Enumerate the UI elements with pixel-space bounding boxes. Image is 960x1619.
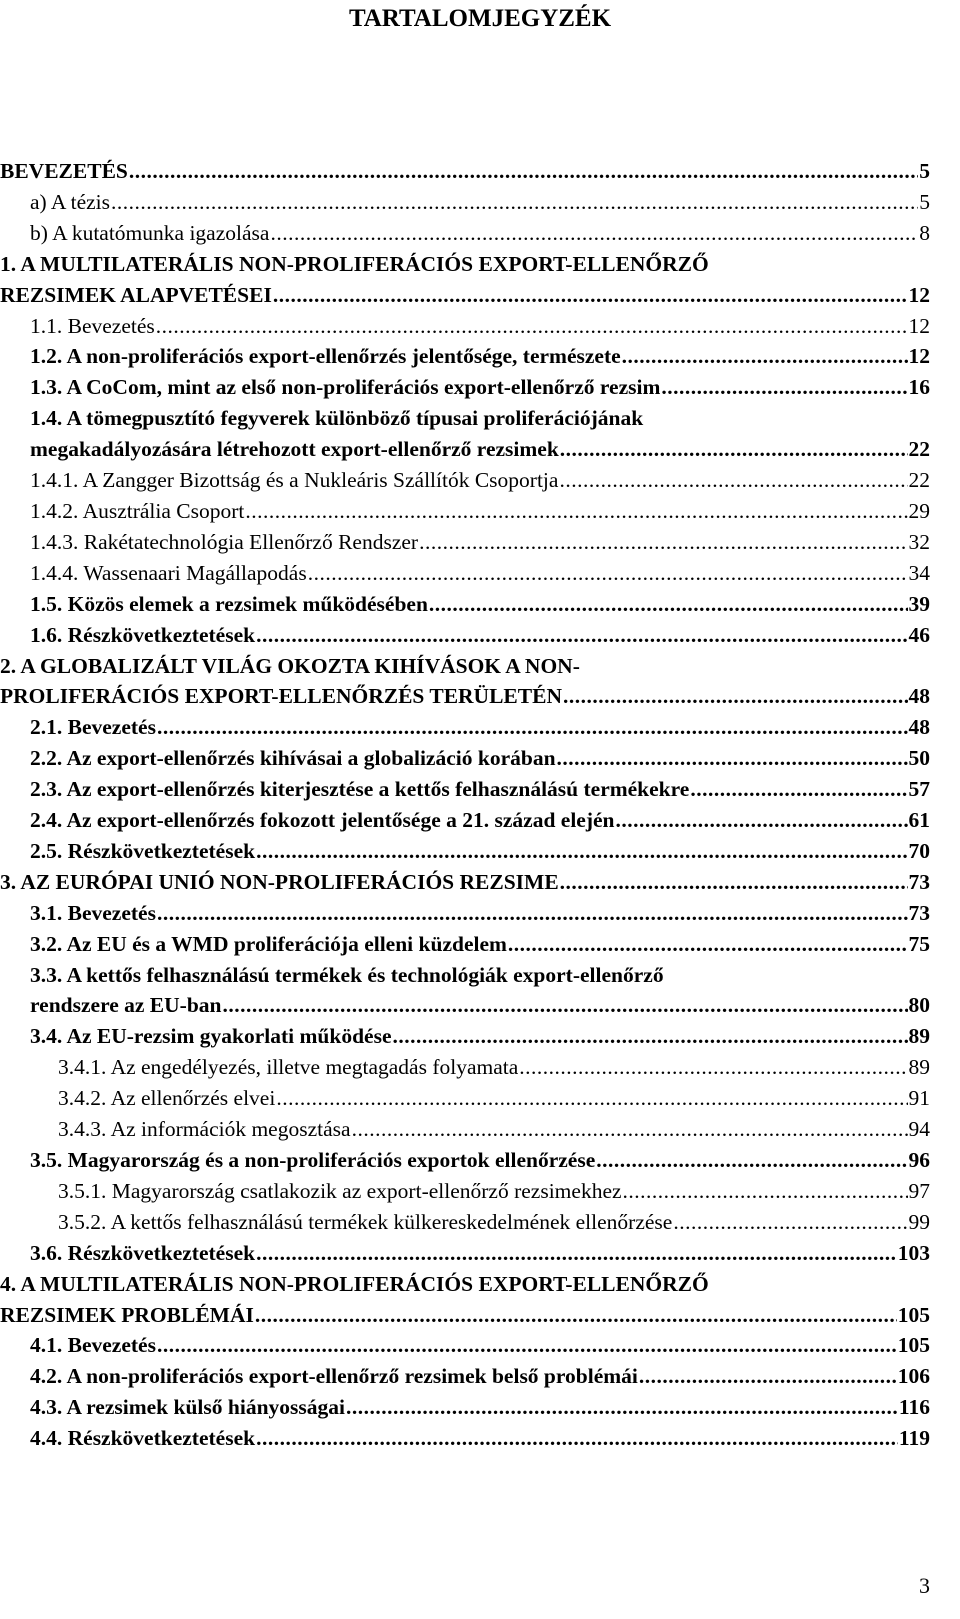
- toc-entry-line: [30, 1238, 930, 1269]
- toc-entry-title: 3.1. Bevezetés: [30, 900, 156, 925]
- dot-leader: [690, 774, 907, 805]
- toc-entry-line: [30, 1423, 930, 1454]
- toc-entry-title: 1.4.3. Rakétatechnológia Ellenőrző Rendszer: [30, 529, 419, 554]
- toc-entry-title: 3.6. Részkövetkeztetések: [30, 1240, 256, 1265]
- toc-entry-page: 103: [897, 1240, 930, 1265]
- toc-entry[interactable]: [0, 898, 930, 929]
- dot-leader: [273, 280, 908, 311]
- toc-entry[interactable]: [0, 1392, 930, 1423]
- toc-entry[interactable]: [0, 712, 930, 743]
- toc-entry-page: 12: [908, 313, 930, 338]
- dot-leader: [419, 527, 907, 558]
- toc-entry-title: 3.4.3. Az információk megosztása: [58, 1117, 351, 1142]
- toc-entry-page: 99: [908, 1209, 930, 1234]
- toc-entry-line: [30, 774, 930, 805]
- toc-entry-page: 34: [908, 560, 930, 585]
- dot-leader: [157, 1330, 897, 1361]
- toc-entry-line: [30, 1021, 930, 1052]
- dot-leader: [623, 1176, 908, 1207]
- dot-leader: [270, 218, 918, 249]
- toc-entry[interactable]: [0, 929, 930, 960]
- toc-entry-title: 2.1. Bevezetés: [30, 715, 156, 740]
- toc-entry[interactable]: [0, 651, 930, 713]
- toc-entry-page: 119: [898, 1426, 930, 1451]
- toc-entry-page: 116: [898, 1395, 930, 1420]
- toc-entry-line: [30, 558, 930, 589]
- dot-leader: [596, 1145, 907, 1176]
- toc-entry-line: [0, 681, 930, 712]
- toc-entry[interactable]: [0, 1083, 930, 1114]
- dot-leader: [429, 589, 908, 620]
- dot-leader: [129, 156, 918, 187]
- toc-entry[interactable]: [0, 1361, 930, 1392]
- toc-entry[interactable]: [0, 527, 930, 558]
- toc-entry-line: [30, 218, 930, 249]
- toc-entry[interactable]: [0, 1114, 930, 1145]
- toc-entry-line: [30, 311, 930, 342]
- dot-leader: [157, 712, 908, 743]
- toc-entry-title: 3.5.1. Magyarország csatlakozik az export-ellenőrző rezsimekhez: [58, 1178, 622, 1203]
- toc-entry-page: 16: [908, 375, 930, 400]
- dot-leader: [563, 681, 908, 712]
- toc-entry-title: REZSIMEK PROBLÉMÁI: [0, 1302, 254, 1327]
- toc-entry-title: 3.4.2. Az ellenőrzés elvei: [58, 1086, 276, 1111]
- dot-leader: [560, 434, 908, 465]
- toc-entry-line: [30, 990, 930, 1021]
- dot-leader: [255, 1300, 897, 1331]
- toc-entry-page: 48: [908, 684, 930, 709]
- toc-entry[interactable]: [0, 1269, 930, 1331]
- toc-entry-page: 89: [908, 1055, 930, 1080]
- toc-entry-page: 8: [919, 220, 930, 245]
- toc-entry[interactable]: [0, 403, 930, 465]
- toc-entry[interactable]: [0, 1052, 930, 1083]
- toc-entry-title: 3.4.1. Az engedélyezés, illetve megtagadás folyamata: [58, 1055, 519, 1080]
- toc-entry[interactable]: [0, 960, 930, 1022]
- toc-entry-line: [30, 341, 930, 372]
- toc-entry-page: 97: [908, 1178, 930, 1203]
- toc-entry-line: [30, 1330, 930, 1361]
- dot-leader: [622, 341, 908, 372]
- toc-entry-page: 32: [908, 529, 930, 554]
- dot-leader: [308, 558, 908, 589]
- dot-leader: [157, 898, 908, 929]
- toc-entry-title: 4.1. Bevezetés: [30, 1333, 156, 1358]
- toc-entry-line: [30, 527, 930, 558]
- toc-entry-title: 1.3. A CoCom, mint az első non-proliferációs export-ellenőrző rezsim: [30, 375, 661, 400]
- dot-leader: [245, 496, 907, 527]
- toc-entry-line: [30, 1145, 930, 1176]
- toc-entry-title: 2.3. Az export-ellenőrzés kiterjesztése a kettős felhasználású termékekre: [30, 777, 690, 802]
- toc-entry-page: 39: [908, 591, 930, 616]
- toc-entry-title: 1.4.4. Wassenaari Magállapodás: [30, 560, 307, 585]
- toc-entry-title: 3.5.2. A kettős felhasználású termékek külkereskedelmének ellenőrzése: [58, 1209, 673, 1234]
- toc-entry-page: 91: [908, 1086, 930, 1111]
- toc-entry[interactable]: [0, 1330, 930, 1361]
- toc-entry-page: 29: [908, 498, 930, 523]
- toc-entry-page: 12: [908, 344, 930, 369]
- toc-entry-title: 1.4.1. A Zangger Bizottság és a Nukleáris Szállítók Csoportja: [30, 468, 559, 493]
- toc-entry-page: 96: [908, 1148, 930, 1172]
- toc-entry-title: 3.4. Az EU-rezsim gyakorlati működése: [30, 1024, 392, 1049]
- toc-entry-title: 2.4. Az export-ellenőrzés fokozott jelentősége a 21. század elején: [30, 808, 615, 833]
- toc-entry[interactable]: [0, 249, 930, 311]
- dot-leader: [616, 805, 908, 836]
- toc-entry[interactable]: [0, 187, 930, 218]
- toc-entry-page: 22: [908, 468, 930, 493]
- toc-entry-title-line: 3.3. A kettős felhasználású termékek és technológiák export-ellenőrző: [30, 962, 664, 987]
- toc-entry-title: 1.5. Közös elemek a rezsimek működésében: [30, 591, 428, 616]
- dot-leader: [111, 187, 918, 218]
- toc-entry-line: [30, 496, 930, 527]
- page-title: TARTALOMJEGYZÉK: [348, 5, 612, 32]
- toc-entry-title: megakadályozására létrehozott export-ellenőrző rezsimek: [30, 437, 559, 462]
- toc-entry[interactable]: [0, 589, 930, 620]
- toc-entry-line: [58, 1207, 930, 1238]
- toc-entry[interactable]: [0, 805, 930, 836]
- toc-entry-title: 4.3. A rezsimek külső hiányosságai: [30, 1395, 345, 1420]
- toc-entry-page: 89: [908, 1024, 930, 1049]
- dot-leader: [508, 929, 908, 960]
- toc-entry-page: 5: [919, 159, 930, 183]
- toc-entry[interactable]: [0, 774, 930, 805]
- toc-entry-title: a) A tézis: [30, 189, 111, 214]
- toc-entry[interactable]: [0, 311, 930, 342]
- toc-entry-line: [30, 620, 930, 651]
- toc-entry-line: [30, 836, 930, 867]
- toc-entry-page: 61: [908, 808, 930, 833]
- toc-entry-line: [30, 712, 930, 743]
- toc-entry-title: b) A kutatómunka igazolása: [30, 220, 270, 245]
- toc-entry-page: 106: [897, 1364, 930, 1389]
- toc-entry-title: PROLIFERÁCIÓS EXPORT-ELLENŐRZÉS TERÜLETÉN: [0, 684, 562, 709]
- toc-entry[interactable]: [0, 1176, 930, 1207]
- toc-entry-page: 22: [908, 437, 930, 462]
- toc-entry[interactable]: [0, 341, 930, 372]
- toc-entry-page: 50: [908, 746, 930, 771]
- dot-leader: [346, 1392, 898, 1423]
- toc-entry-title-line: 1.4. A tömegpusztító fegyverek különböző típusai proliferációjának: [30, 406, 644, 431]
- toc-entry[interactable]: [0, 867, 930, 898]
- toc-entry[interactable]: [0, 620, 930, 651]
- toc-entry-line: [30, 898, 930, 929]
- toc-entry-line: [30, 1361, 930, 1392]
- dot-leader: [519, 1052, 907, 1083]
- dot-leader: [276, 1083, 907, 1114]
- toc-entry-title: 3.5. Magyarország és a non-proliferációs exportok ellenőrzése: [30, 1148, 596, 1172]
- dot-leader: [256, 620, 907, 651]
- toc-entry[interactable]: [0, 836, 930, 867]
- toc-entry-page: 70: [908, 838, 930, 863]
- toc-entry-page: 48: [908, 715, 930, 740]
- toc-entry-line: [0, 867, 930, 898]
- toc-entry[interactable]: [0, 218, 930, 249]
- dot-leader: [156, 311, 908, 342]
- toc-entry[interactable]: [0, 558, 930, 589]
- toc-entry-page: 12: [908, 282, 930, 307]
- toc-entry-line: [0, 1300, 930, 1331]
- toc-entry-line: [30, 187, 930, 218]
- toc-entry-title: 4.4. Részkövetkeztetések: [30, 1426, 256, 1451]
- toc-entry-page: 46: [908, 622, 930, 647]
- toc-entry-title: 1.1. Bevezetés: [30, 313, 155, 338]
- toc-entry-title: 1.2. A non-proliferációs export-ellenőrzés jelentősége, természete: [30, 344, 621, 369]
- toc-entry[interactable]: [0, 156, 930, 187]
- toc-entry[interactable]: [0, 1021, 930, 1052]
- toc-entry-title: 2.2. Az export-ellenőrzés kihívásai a globalizáció korában: [30, 746, 556, 771]
- dot-leader: [673, 1207, 907, 1238]
- toc-entry-title-line: 4. A MULTILATERÁLIS NON-PROLIFERÁCIÓS EXPORT-ELLENŐRZŐ: [0, 1271, 709, 1296]
- toc-entry-title: 3.2. Az EU és a WMD proliferációja elleni küzdelem: [30, 931, 507, 956]
- toc-entry-line: [0, 156, 930, 187]
- toc-entry-page: 105: [897, 1302, 930, 1327]
- dot-leader: [639, 1361, 897, 1392]
- toc-entry-page: 73: [908, 900, 930, 925]
- toc-entry-line: [30, 465, 930, 496]
- toc-entry-page: 5: [919, 189, 930, 214]
- toc-entry[interactable]: [0, 465, 930, 496]
- dot-leader: [256, 836, 907, 867]
- toc-entry-line: [58, 1083, 930, 1114]
- toc-entry-title-line: 2. A GLOBALIZÁLT VILÁG OKOZTA KIHÍVÁSOK A NON-: [0, 653, 580, 678]
- toc-entry-page: 57: [908, 777, 930, 802]
- toc-entry[interactable]: [0, 1207, 930, 1238]
- toc-entry-title: 3. AZ EURÓPAI UNIÓ NON-PROLIFERÁCIÓS REZSIME: [0, 869, 559, 894]
- toc-entry-line: [30, 1392, 930, 1423]
- toc-entry-title-line: 1. A MULTILATERÁLIS NON-PROLIFERÁCIÓS EXPORT-ELLENŐRZŐ: [0, 251, 709, 276]
- toc-entry-page: 80: [908, 993, 930, 1018]
- toc-entry-line: [30, 372, 930, 403]
- toc-entry-title: 1.6. Részkövetkeztetések: [30, 622, 256, 647]
- dot-leader: [393, 1021, 908, 1052]
- toc-entry-line: [58, 1052, 930, 1083]
- dot-leader: [223, 990, 908, 1021]
- toc-entry[interactable]: [0, 372, 930, 403]
- toc-entry[interactable]: [0, 1145, 930, 1176]
- toc-entry-line: [30, 589, 930, 620]
- toc-entry[interactable]: [0, 1423, 930, 1454]
- dot-leader: [256, 1423, 898, 1454]
- dot-leader: [559, 465, 907, 496]
- toc-entry-title: 1.4.2. Ausztrália Csoport: [30, 498, 245, 523]
- toc-entry-line: [30, 743, 930, 774]
- toc-entry-page: 105: [897, 1333, 930, 1358]
- toc-entry-line: [0, 280, 930, 311]
- toc-entry[interactable]: [0, 743, 930, 774]
- toc-entry-page: 94: [908, 1117, 930, 1142]
- toc-entry-page: 73: [908, 869, 930, 894]
- table-of-contents: [0, 156, 930, 1454]
- page-number: 3: [919, 1573, 930, 1598]
- toc-entry-title: 4.2. A non-proliferációs export-ellenőrző rezsimek belső problémái: [30, 1364, 638, 1389]
- dot-leader: [352, 1114, 908, 1145]
- toc-entry-page: 75: [908, 931, 930, 956]
- dot-leader: [560, 867, 908, 898]
- toc-entry-title: 2.5. Részkövetkeztetések: [30, 838, 256, 863]
- toc-entry-title: REZSIMEK ALAPVETÉSEI: [0, 282, 272, 307]
- toc-entry-title: rendszere az EU-ban: [30, 993, 222, 1018]
- dot-leader: [256, 1238, 897, 1269]
- toc-entry-line: [30, 929, 930, 960]
- toc-entry-line: [58, 1176, 930, 1207]
- toc-entry-line: [30, 805, 930, 836]
- toc-entry-line: [30, 434, 930, 465]
- toc-entry[interactable]: [0, 1238, 930, 1269]
- dot-leader: [557, 743, 908, 774]
- toc-entry-title: BEVEZETÉS: [0, 159, 128, 183]
- toc-entry-line: [58, 1114, 930, 1145]
- dot-leader: [661, 372, 907, 403]
- toc-entry[interactable]: [0, 496, 930, 527]
